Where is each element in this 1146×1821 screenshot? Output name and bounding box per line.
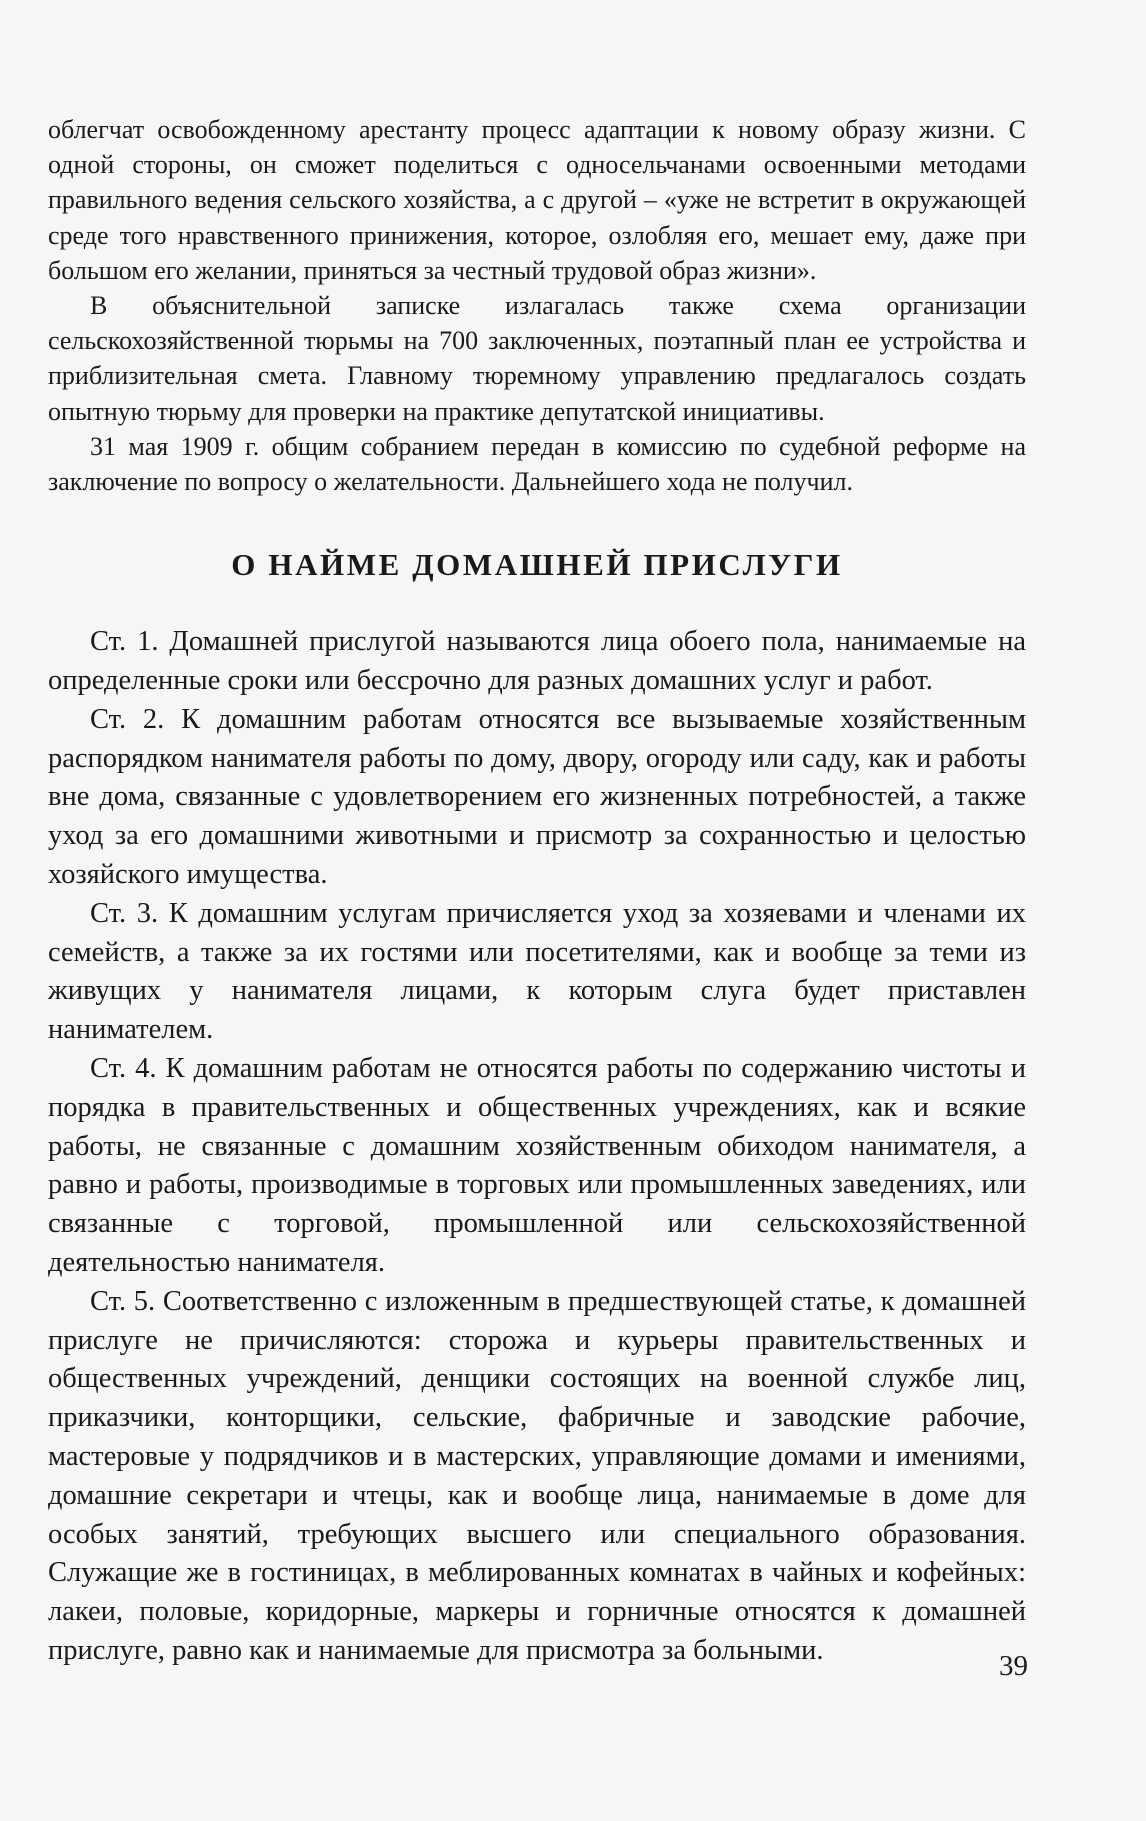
intro-paragraph-1: облегчат освобожденному арестанту процесс адаптации к новому образу жизни. С одной стороны, он сможет поделиться с односельчанами освоенными методами правильного ведения сельского хозяйства, а с другой – «уже не встретит в окружающей среде того нравственного принижения, которое, озлобляя его, мешает ему, даже при большом его желании, приняться за честный трудовой образ жизни». bbox=[48, 115, 1026, 285]
article-2: Ст. 2. К домашним работам относятся все вызываемые хозяйственным распорядком нанимателя работы по дому, двору, огороду или саду, как и работы вне дома, связанные с удовлетворением его жизненных потребностей, а также уход за его домашними животными и присмотр за сохранностью и целостью хозяйского имущества. bbox=[48, 703, 1026, 891]
text-block bbox=[48, 112, 1026, 1671]
article-5: Ст. 5. Соответственно с изложенным в предшествующей статье, к домашней прислуге не причисляются: сторожа и курьеры правительственных и общественных учреждений, денщики состоящих на военной службе лиц, приказчики, конторщики, сельские, фабричные и заводские рабочие, мастеровые у подрядчиков и в мастерских, управляющие домами и имениями, домашние секретари и чтецы, как и вообще лица, нанимаемые в доме для особых занятий, требующих высшего или специального образования. Служащие же в гостиницах, в меблированных комнатах в чайных и кофейных: лакеи, половые, коридорные, маркеры и горничные относятся к домашней прислуге, равно как и нанимаемые для присмотра за больными. bbox=[48, 1285, 1026, 1666]
intro-paragraph-3: 31 мая 1909 г. общим собранием передан в комиссию по судебной реформе на заключение по вопросу о желательности. Дальнейшего хода не получил. bbox=[48, 431, 1026, 497]
article-1: Ст. 1. Домашней прислугой называются лица обоего пола, нанимаемые на определенные сроки или бессрочно для разных домашних услуг и работ. bbox=[48, 626, 1026, 697]
article-3: Ст. 3. К домашним услугам причисляется уход за хозяевами и членами их семейств, а также за их гостями или посетителями, как и вообще за теми из живущих у нанимателя лицами, к которым слуга будет приставлен нанимателем. bbox=[48, 897, 1026, 1046]
article-4: Ст. 4. К домашним работам не относятся работы по содержанию чистоты и порядка в правительственных и общественных учреждениях, как и всякие работы, не связанные с домашним хозяйственным обиходом нанимателя, а равно и работы, производимые в торговых или промышленных заведениях, или связанные с торговой, промышленной или сельскохозяйственной деятельностью нанимателя. bbox=[48, 1053, 1026, 1278]
intro-paragraph-2: В объяснительной записке излагалась также схема организации сельскохозяйственной тюрьмы на 700 заключенных, поэтапный план ее устройства и приблизительная смета. Главному тюремному управлению предлагалось создать опытную тюрьму для проверки на практике депутатской инициативы. bbox=[48, 291, 1026, 426]
section-heading: О НАЙМЕ ДОМАШНЕЙ ПРИСЛУГИ bbox=[231, 547, 843, 583]
page-number: 39 bbox=[999, 1650, 1028, 1682]
